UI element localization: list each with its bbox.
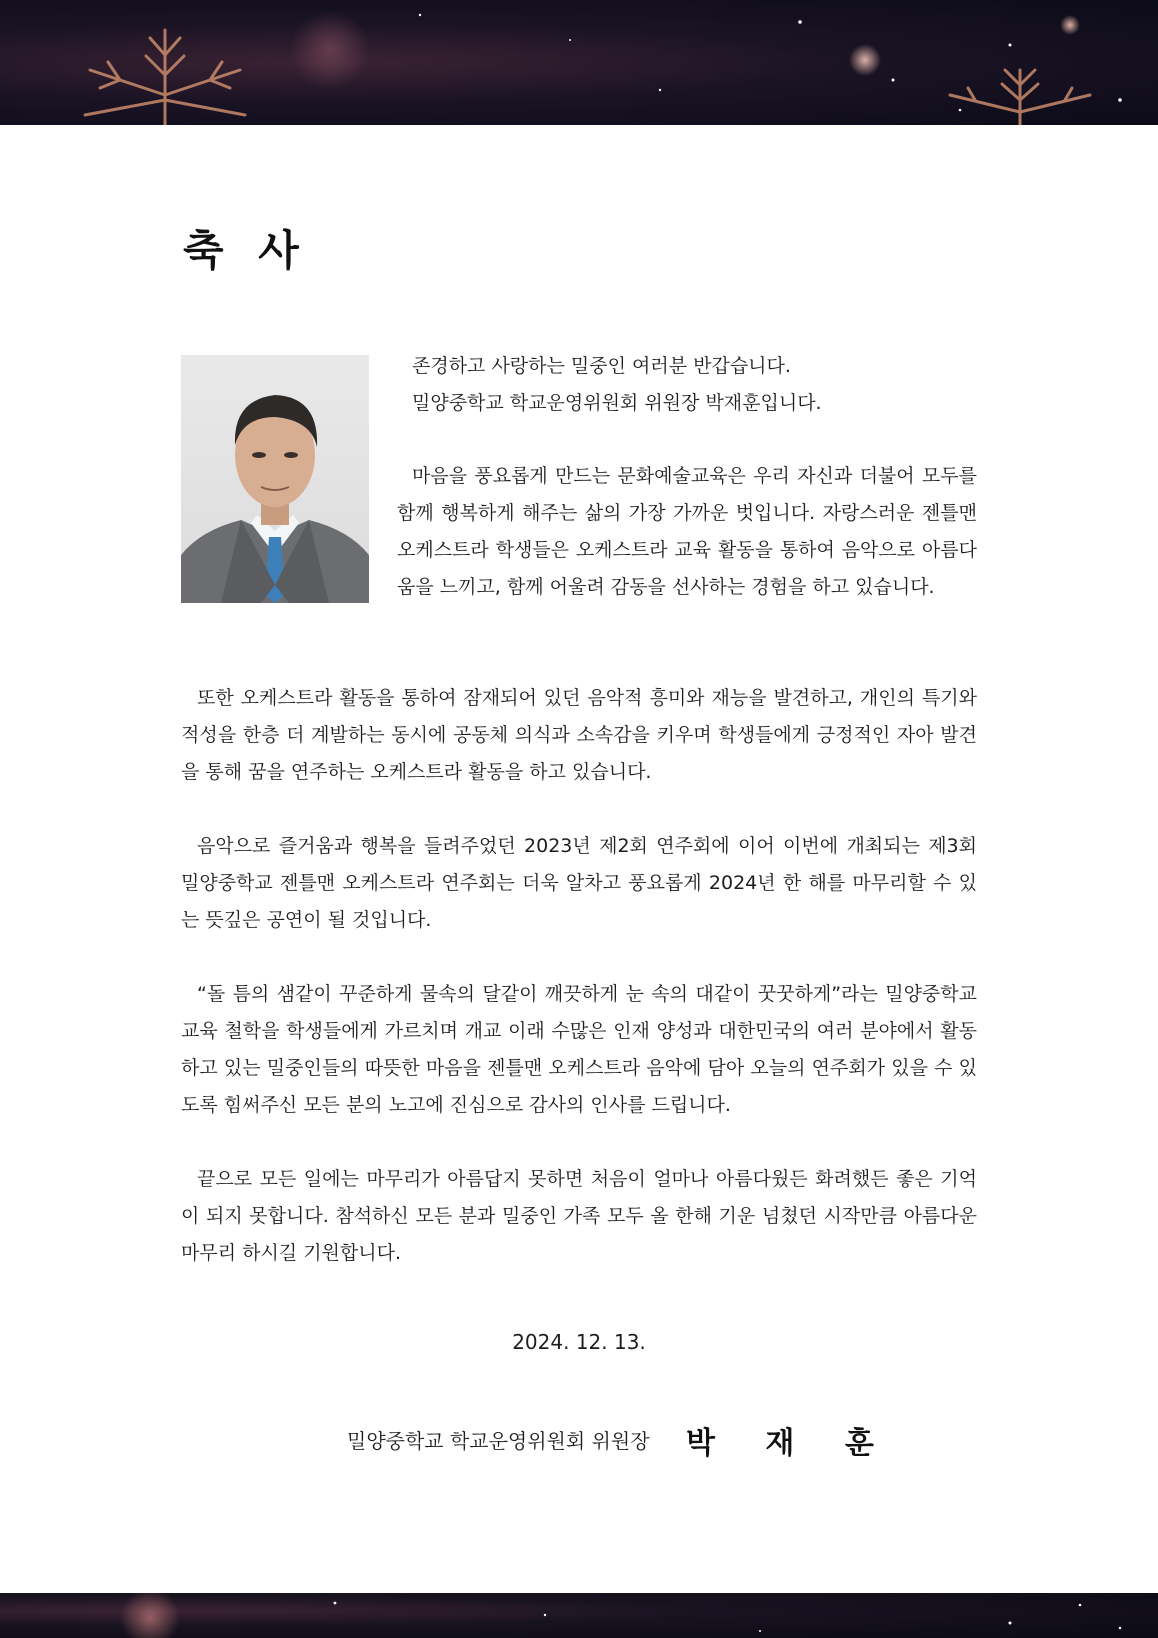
signature-organization: 밀양중학교 학교운영위원회 위원장 (347, 1429, 650, 1453)
portrait-photo (181, 355, 369, 603)
top-banner (0, 0, 1158, 125)
paragraph-5: 끝으로 모든 일에는 마무리가 아름답지 못하면 처음이 얼마나 아름다웠든 화려했든 좋은 기억이 되지 못합니다. 참석하신 모든 분과 밀중인 가족 모두 올 한해 기운 넘쳤던 시작만큼 아름다운 마무리 하시길 기원합니다. (181, 1168, 977, 1264)
signature-name: 박 재 훈 (686, 1426, 894, 1461)
greeting-line-1: 존경하고 사랑하는 밀중인 여러분 반갑습니다. (412, 355, 791, 377)
paragraph-2: 또한 오케스트라 활동을 통하여 잠재되어 있던 음악적 흥미와 재능을 발견하고, 개인의 특기와 적성을 한층 더 계발하는 동시에 공동체 의식과 소속감을 키우며 학생들에게 긍정적인 자아 발견을 통해 꿈을 연주하는 오케스트라 활동을 하고 있습니다. (181, 687, 977, 783)
paragraph-3: 음악으로 즐거움과 행복을 들려주었던 2023년 제2회 연주회에 이어 이번에 개최되는 제3회 밀양중학교 젠틀맨 오케스트라 연주회는 더욱 알차고 풍요롭게 2024년 한 해를 마무리할 수 있는 뜻깊은 공연이 될 것입니다. (181, 835, 977, 931)
sparkle-decoration (0, 1593, 1158, 1638)
paragraph-4: “돌 틈의 샘같이 꾸준하게 물속의 달같이 깨끗하게 눈 속의 대같이 꿋꿋하게”라는 밀양중학교 교육 철학을 학생들에게 가르치며 개교 이래 수많은 인재 양성과 대한민국의 여러 분야에서 활동하고 있는 밀중인들의 따뜻한 마음을 젠틀맨 오케스트라 음악에 담아 오늘의 연주회가 있을 수 있도록 힘써주신 모든 분의 노고에 진심으로 감사의 인사를 드립니다. (181, 983, 977, 1116)
bottom-banner (0, 1593, 1158, 1638)
greeting-line-2: 밀양중학교 학교운영위원회 위원장 박재훈입니다. (412, 392, 822, 414)
page-title: 축 사 (183, 226, 309, 275)
paragraph-1: 마음을 풍요롭게 만드는 문화예술교육은 우리 자신과 더불어 모두를 함께 행복하게 해주는 삶의 가장 가까운 벗입니다. 자랑스러운 젠틀맨 오케스트라 학생들은 오케스트라 교육 활동을 통하여 음악으로 아름다움을 느끼고, 함께 어울려 감동을 선사하는 경험을 하고 있습니다. (397, 465, 977, 598)
snowflake-decoration (0, 0, 1158, 125)
date: 2024. 12. 13. (512, 1330, 646, 1354)
